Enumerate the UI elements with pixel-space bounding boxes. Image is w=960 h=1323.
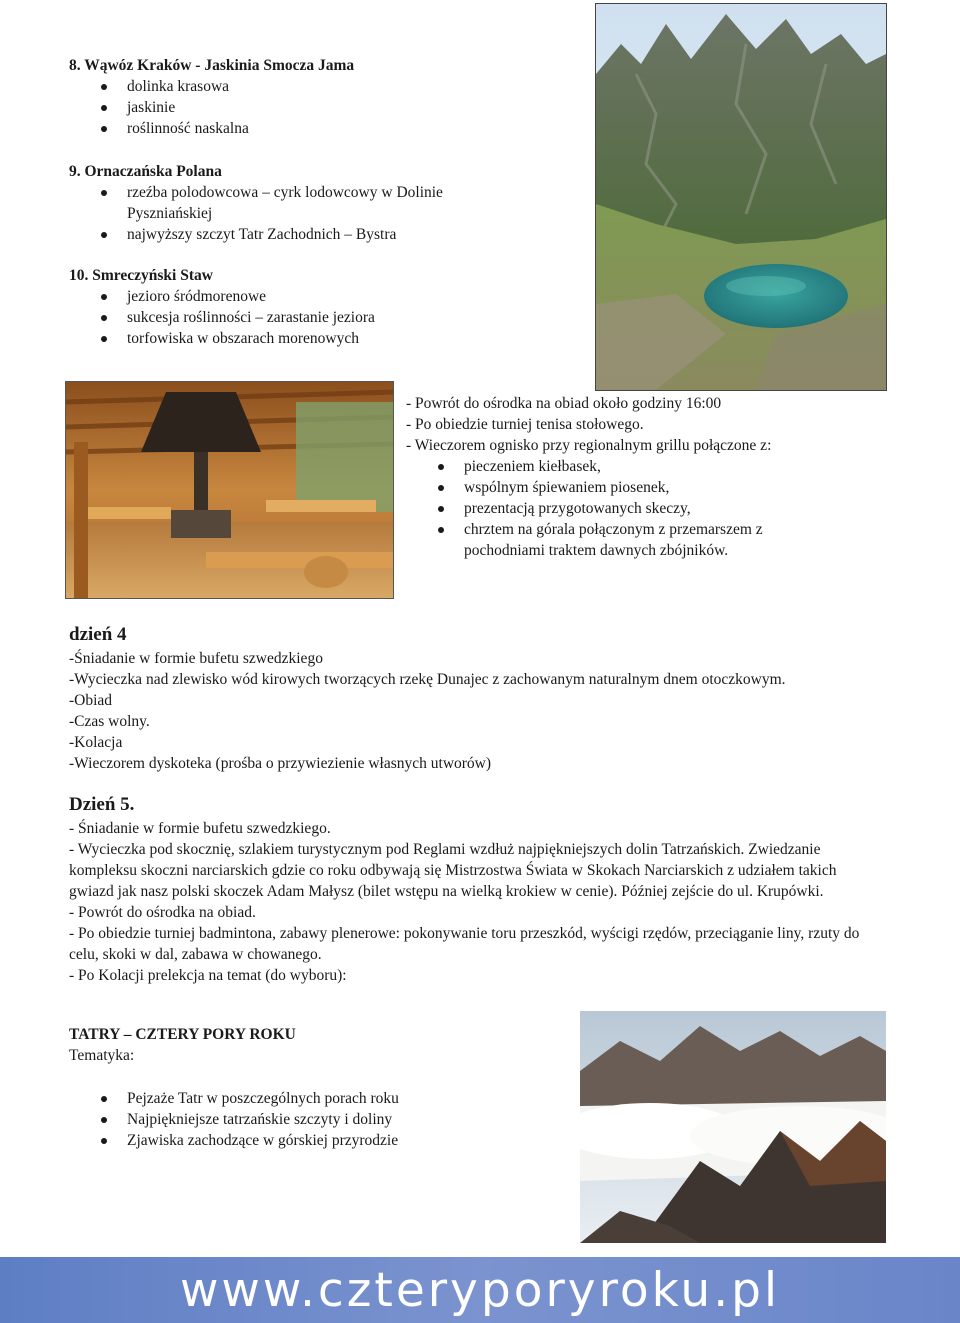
section-10	[69, 265, 509, 349]
day-5-heading: Dzień 5.	[69, 794, 135, 815]
section-8-list	[69, 76, 509, 139]
day-4-line: -Kolacja	[69, 734, 123, 751]
tatry-subheading: Tematyka:	[69, 1047, 135, 1064]
tatry-list	[69, 1088, 529, 1151]
evening-block	[406, 393, 846, 561]
list-item: wspólnym śpiewaniem piosenek,	[406, 477, 846, 498]
day-5-line: - Śniadanie w formie bufetu szwedzkiego.	[69, 820, 331, 837]
section-8	[69, 55, 509, 139]
evening-line: - Wieczorem ognisko przy regionalnym grillu połączone z:	[406, 437, 772, 454]
day-5-line: - Po Kolacji prelekcja na temat (do wyboru):	[69, 967, 347, 984]
footer-url[interactable]: www.czteryporyroku.pl	[179, 1263, 781, 1318]
list-item: Zjawiska zachodzące w górskiej przyrodzie	[69, 1130, 529, 1151]
day-4-line: -Śniadanie w formie bufetu szwedzkiego	[69, 650, 323, 667]
day-4-line: -Wieczorem dyskoteka (prośba o przywiezienie własnych utworów)	[69, 755, 492, 772]
list-item: pieczeniem kiełbasek,	[406, 456, 846, 477]
list-item: rzeźba polodowcowa – cyrk lodowcowy w Dolinie Pyszniańskiej	[69, 182, 489, 224]
mountains-clouds-photo	[580, 1011, 886, 1243]
tatry-section	[69, 1024, 569, 1066]
section-10-list	[69, 286, 509, 349]
list-item: Najpiękniejsze tatrzańskie szczyty i doliny	[69, 1109, 529, 1130]
section-9-list	[69, 182, 489, 245]
list-item: chrztem na górala połączonym z przemarszem z pochodniami traktem dawnych zbójników.	[406, 519, 824, 561]
list-item: roślinność naskalna	[69, 118, 509, 139]
mountain-lake-photo	[595, 3, 887, 391]
list-item: Pejzaże Tatr w poszczególnych porach roku	[69, 1088, 529, 1109]
list-item: sukcesja roślinności – zarastanie jeziora	[69, 307, 509, 328]
list-item: dolinka krasowa	[69, 76, 509, 97]
day-4-line: -Obiad	[69, 692, 113, 709]
day-4	[69, 622, 909, 774]
section-8-title: 8. Wąwóz Kraków - Jaskinia Smocza Jama	[69, 57, 355, 74]
evening-line: - Po obiedzie turniej tenisa stołowego.	[406, 416, 644, 433]
day-5-line: - Wycieczka pod skocznię, szlakiem turystycznym pod Reglami wzdłuż najpiękniejszych dolin Tatrzańskich. Zwiedzanie kompleksu skoczni narciarskich gdzie co roku odbywają się Mistrzostwa Świata w Skokach Narciarskich z udziałem takich gwiazd jak nasz polski skoczek Adam Małysz (bilet wstępu na wielką krokiew w cenie). Później zejście do ul. Krupówki.	[69, 841, 837, 900]
list-item: jaskinie	[69, 97, 509, 118]
list-item: najwyższy szczyt Tatr Zachodnich – Bystra	[69, 224, 489, 245]
day-4-line: -Czas wolny.	[69, 713, 150, 730]
section-10-title: 10. Smreczyński Staw	[69, 267, 213, 284]
cabin-interior-photo	[65, 381, 394, 599]
day-5	[69, 792, 881, 986]
footer-banner	[0, 1257, 960, 1323]
list-item: prezentacją przygotowanych skeczy,	[406, 498, 846, 519]
day-5-line: - Powrót do ośrodka na obiad.	[69, 904, 256, 921]
section-9-title: 9. Ornaczańska Polana	[69, 163, 222, 180]
evening-list	[406, 456, 846, 561]
day-4-heading: dzień 4	[69, 624, 127, 645]
day-5-line: - Po obiedzie turniej badmintona, zabawy plenerowe: pokonywanie toru przeszkód, wyścigi rzędów, przeciąganie liny, rzuty do celu, skoki w dal, zabawa w chowanego.	[69, 925, 860, 963]
evening-line: - Powrót do ośrodka na obiad około godziny 16:00	[406, 395, 722, 412]
section-9	[69, 161, 509, 245]
list-item: jezioro śródmorenowe	[69, 286, 509, 307]
tatry-heading: TATRY – CZTERY PORY ROKU	[69, 1026, 296, 1043]
list-item: torfowiska w obszarach morenowych	[69, 328, 509, 349]
day-4-line: -Wycieczka nad zlewisko wód kirowych tworzących rzekę Dunajec z zachowanym naturalnym dnem otoczkowym.	[69, 671, 786, 688]
